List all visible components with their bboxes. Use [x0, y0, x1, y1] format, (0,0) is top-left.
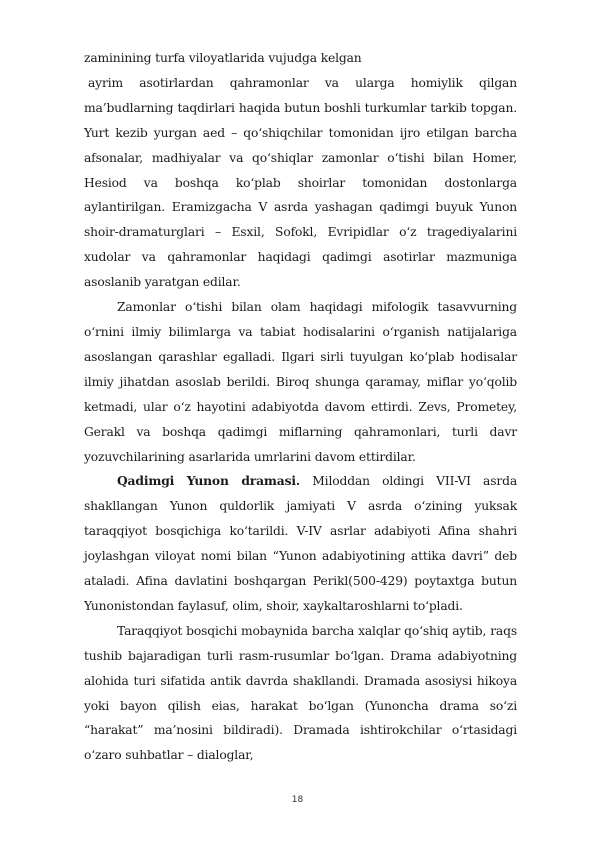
page-body: [84, 46, 517, 768]
paragraph-greek-drama-text: Miloddan oldingi VII-VI asrda shakllangan Yunon quldorlik jamiyati V asrda o‘zining yuksak taraqqiyot bosqichiga ko‘tarildi. V-IV asrlar adabiyoti Afina shahri joylashgan viloyat nomi bilan “Yunon adabiyotining attika davri” deb ataladi. Afina davlatini boshqargan Perikl(500-429) poytaxtga butun Yunonistondan faylasuf, olim, shoir, xaykaltaroshlarni to‘pladi.: [84, 474, 518, 613]
paragraph-drama-origins: Taraqqiyot bosqichi mobaynida barcha xalqlar qo‘shiq aytib, raqs tushib bajaradigan turli rasm-rusumlar bo‘lgan. Drama adabiyotning alohida turi sifatida antik davrda shakllandi. Dramada asosiysi hikoya yoki bayon qilish eias, harakat bo‘lgan (Yunoncha drama so‘zi “harakat” ma’nosini bildiradi). Dramada ishtirokchilar o‘rtasidagi o‘zaro suhbatlar – dialoglar,: [84, 623, 517, 763]
paragraph-mythology-science: Zamonlar o‘tishi bilan olam haqidagi mifologik tasavvurning o‘rnini ilmiy bilimlarga va tabiat hodisalarini o‘rganish natijalariga asoslangan qarashlar egalladi. Ilgari sirli tuyulgan ko‘plab hodisalar ilmiy jihatdan asoslab berildi. Biroq shunga qaramay, miflar yo‘qolib ketmadi, ular o‘z hayotini adabiyotda davom ettirdi. Zevs, Prometey, Gerakl va boshqa qadimgi miflarning qahramonlari, turli davr yozuvchilarining asarlarida umrlarini davom ettirdilar.: [84, 300, 517, 464]
paragraph-myths-cycles: ayrim asotirlardan qahramonlar va ularga homiylik qilgan ma’budlarning taqdirlari haqida butun boshli turkumlar tarkib topgan. Yurt kezib yurgan aed – qo‘shiqchilar tomonidan ijro etilgan barcha afsonalar, madhiyalar va qo‘shiqlar zamonlar o‘tishi bilan Homer, Hesiod va boshqa ko‘plab shoirlar tomonidan dostonlarga aylantirilgan. Eramizgacha V asrda yashagan qadimgi buyuk Yunon shoir-dramaturglari – Esxil, Sofokl, Evripidlar o‘z tragediyalarini xudolar va qahramonlar haqidagi qadimgi asotirlar mazmuniga asoslanib yaratgan edilar.: [84, 75, 517, 290]
section-heading-greek-drama: Qadimgi Yunon dramasi.: [117, 473, 301, 489]
paragraph-greek-drama: [84, 469, 517, 618]
continued-line: zaminining turfa viloyatlarida vujudga kelgan: [84, 51, 362, 65]
page-number: 18: [291, 795, 304, 805]
